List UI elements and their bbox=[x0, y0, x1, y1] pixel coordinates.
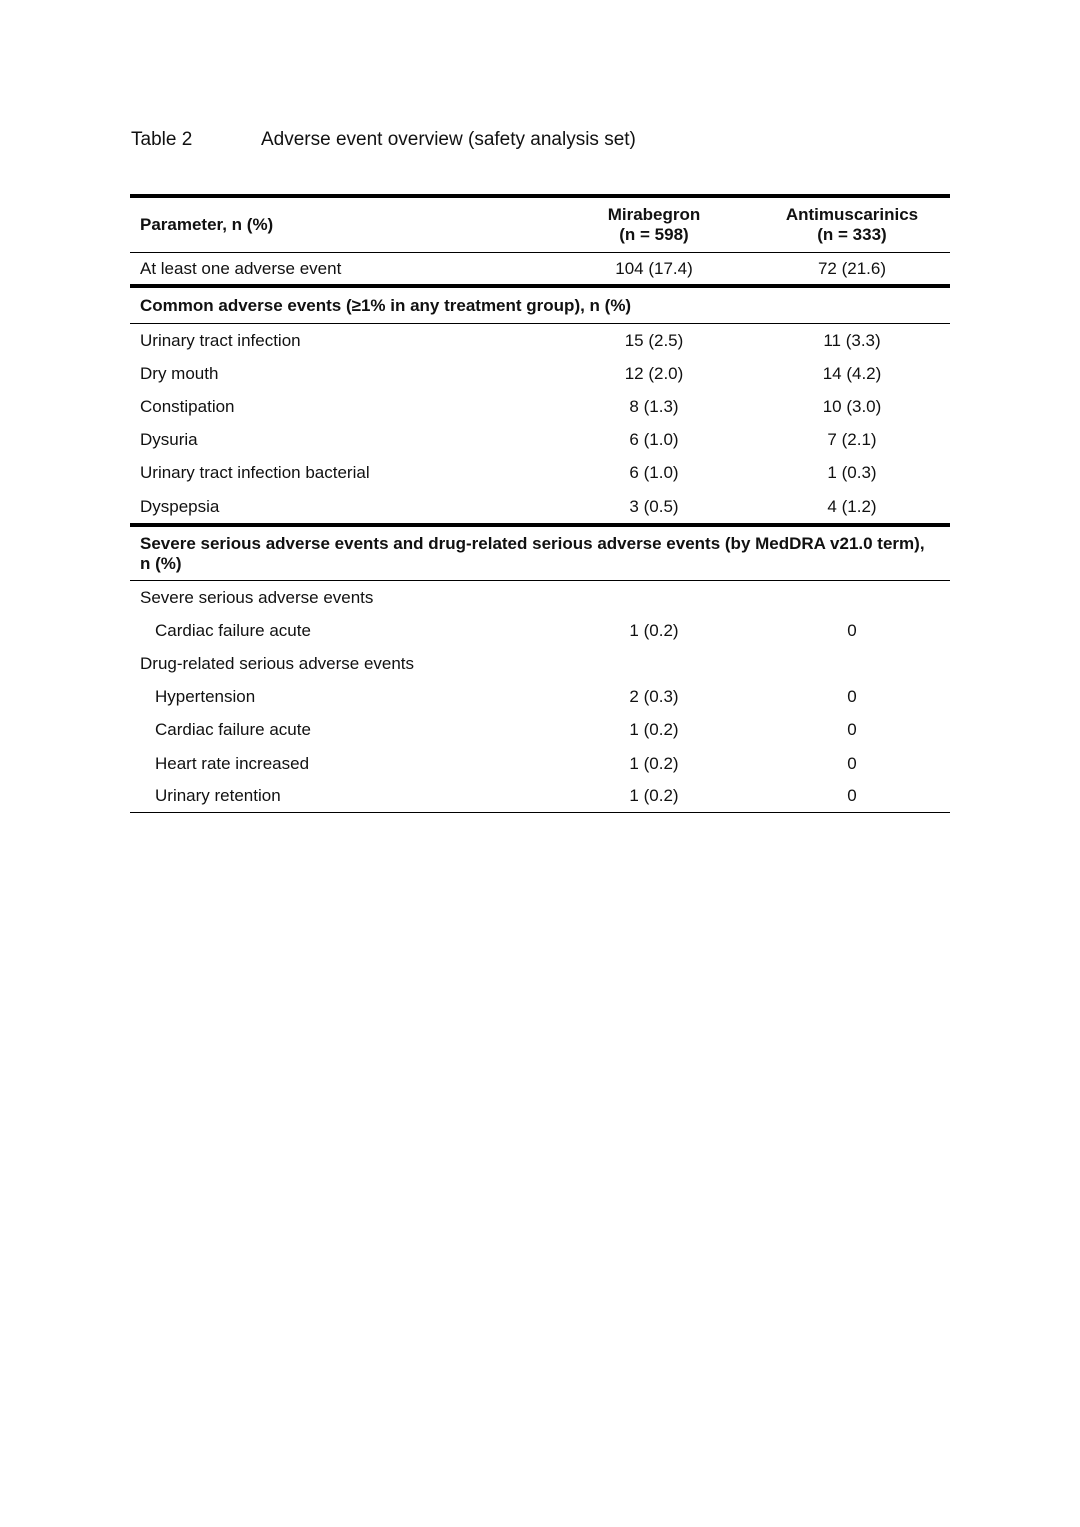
cell-antimuscarinics: 0 bbox=[847, 620, 857, 640]
cell-mirabegron: 15 (2.5) bbox=[624, 330, 684, 350]
table-number: Table 2 bbox=[131, 129, 193, 150]
cell-antimuscarinics: 14 (4.2) bbox=[822, 363, 882, 383]
cell-antimuscarinics: 72 (21.6) bbox=[817, 258, 887, 278]
row-label: Urinary retention bbox=[155, 786, 281, 806]
table-title: Adverse event overview (safety analysis set) bbox=[261, 129, 636, 150]
cell-mirabegron: 104 (17.4) bbox=[615, 258, 693, 278]
row-label: Cardiac failure acute bbox=[155, 720, 311, 740]
row-label: Hypertension bbox=[155, 687, 256, 707]
group-label: Drug-related serious adverse events bbox=[140, 654, 415, 674]
header-mirabegron bbox=[554, 205, 754, 245]
table-row bbox=[130, 357, 950, 390]
cell-mirabegron: 6 (1.0) bbox=[629, 463, 679, 483]
group-row-severe bbox=[130, 581, 950, 614]
cell-mirabegron: 6 (1.0) bbox=[629, 430, 679, 450]
group-row-drug-related bbox=[130, 648, 950, 681]
table-row-overall bbox=[130, 253, 950, 288]
table-row bbox=[130, 614, 950, 647]
cell-antimuscarinics: 11 (3.3) bbox=[823, 330, 881, 350]
header-antimuscarinics bbox=[754, 205, 950, 245]
header-parameter: Parameter, n (%) bbox=[140, 215, 274, 234]
header-antimuscarinics-name: Antimuscarinics bbox=[785, 205, 919, 224]
table-row bbox=[130, 681, 950, 714]
row-label: Urinary tract infection bacterial bbox=[140, 463, 370, 483]
section-header-common bbox=[130, 288, 950, 324]
table-row bbox=[130, 714, 950, 747]
table-row bbox=[130, 490, 950, 523]
cell-mirabegron: 1 (0.2) bbox=[629, 753, 679, 773]
cell-mirabegron: 8 (1.3) bbox=[629, 396, 679, 416]
table-row bbox=[130, 747, 950, 780]
table-caption bbox=[131, 129, 636, 151]
section-title-serious: Severe serious adverse events and drug-related serious adverse events (by MedDRA v21.0 term), n (%) bbox=[140, 533, 925, 573]
table-row bbox=[130, 457, 950, 490]
cell-mirabegron: 1 (0.2) bbox=[629, 720, 679, 740]
header-mirabegron-n: (n = 598) bbox=[619, 225, 689, 244]
row-label: Dry mouth bbox=[140, 363, 219, 383]
cell-antimuscarinics: 0 bbox=[847, 687, 857, 707]
cell-mirabegron: 3 (0.5) bbox=[629, 496, 679, 516]
table-row bbox=[130, 424, 950, 457]
table-row bbox=[130, 324, 950, 357]
cell-mirabegron: 2 (0.3) bbox=[629, 687, 679, 707]
cell-antimuscarinics: 7 (2.1) bbox=[827, 430, 877, 450]
cell-antimuscarinics: 4 (1.2) bbox=[827, 496, 877, 516]
section-title-common: Common adverse events (≥1% in any treatment group), n (%) bbox=[140, 295, 632, 315]
table-row bbox=[130, 780, 950, 813]
section-header-serious bbox=[130, 523, 950, 581]
row-label: Cardiac failure acute bbox=[155, 620, 311, 640]
group-label: Severe serious adverse events bbox=[140, 587, 374, 607]
cell-antimuscarinics: 10 (3.0) bbox=[822, 396, 882, 416]
row-label: At least one adverse event bbox=[140, 258, 342, 278]
row-label: Dysuria bbox=[140, 430, 198, 450]
cell-antimuscarinics: 0 bbox=[847, 786, 857, 806]
row-label: Heart rate increased bbox=[155, 753, 310, 773]
cell-mirabegron: 12 (2.0) bbox=[624, 363, 684, 383]
row-label: Dyspepsia bbox=[140, 496, 220, 516]
adverse-event-table bbox=[130, 194, 950, 813]
header-mirabegron-name: Mirabegron bbox=[607, 205, 701, 224]
cell-antimuscarinics: 1 (0.3) bbox=[827, 463, 877, 483]
row-label: Urinary tract infection bbox=[140, 330, 301, 350]
row-label: Constipation bbox=[140, 396, 235, 416]
cell-mirabegron: 1 (0.2) bbox=[629, 620, 679, 640]
table-row bbox=[130, 390, 950, 423]
cell-mirabegron: 1 (0.2) bbox=[629, 786, 679, 806]
table-header-row bbox=[130, 194, 950, 253]
cell-antimuscarinics: 0 bbox=[847, 720, 857, 740]
header-antimuscarinics-n: (n = 333) bbox=[817, 225, 887, 244]
cell-antimuscarinics: 0 bbox=[847, 753, 857, 773]
